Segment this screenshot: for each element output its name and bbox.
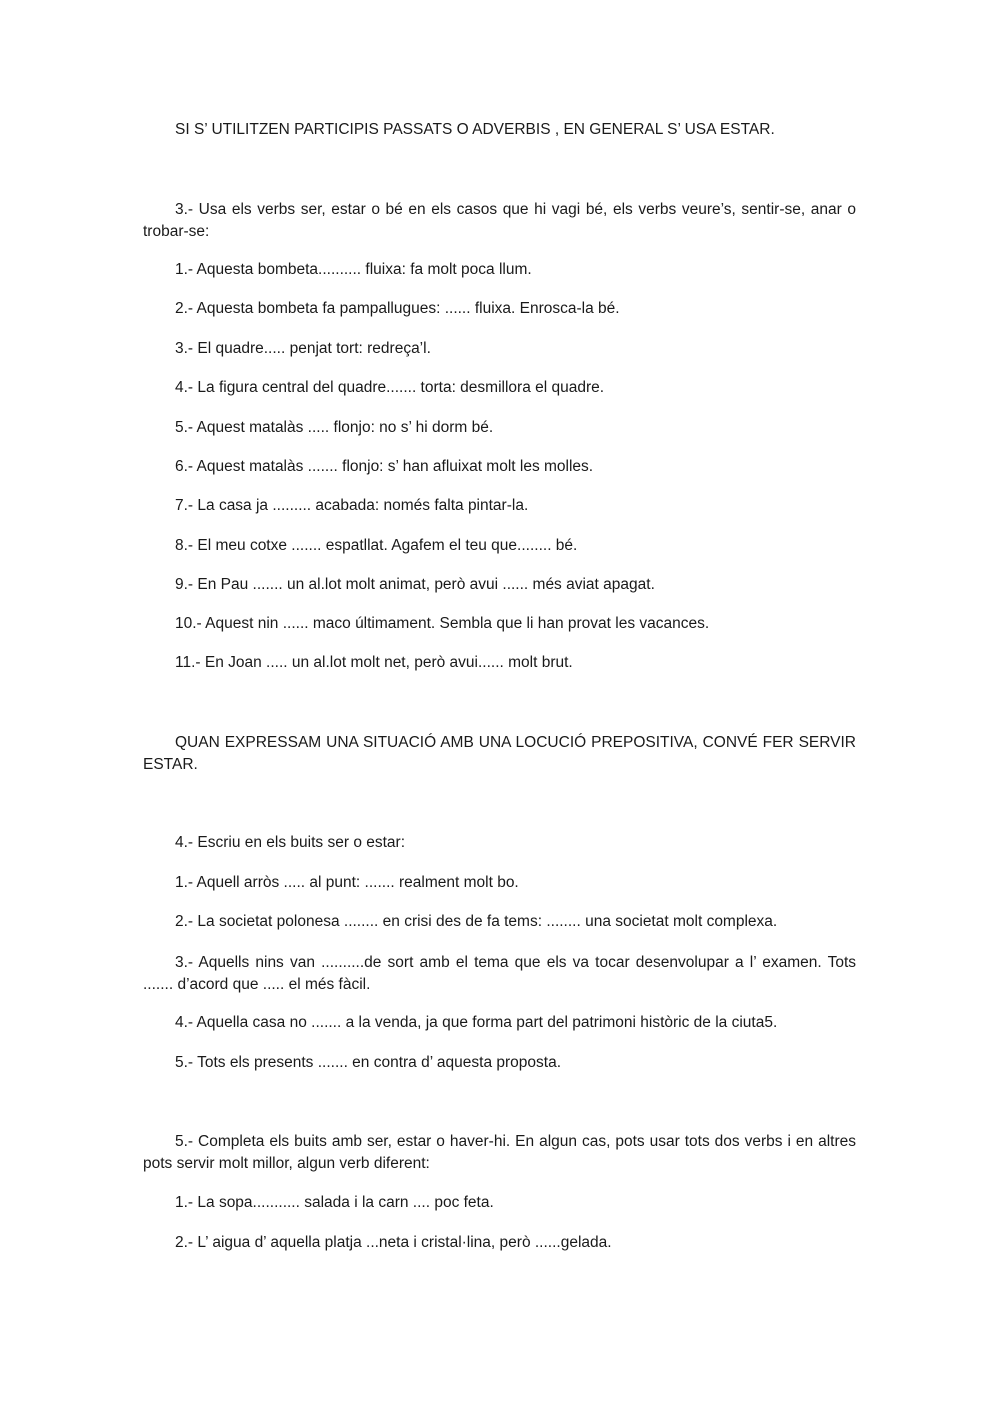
exercise-5-item-2: 2.- L’ aigua d’ aquella platja ...neta i cristal·lina, però ......gelada. bbox=[175, 1234, 612, 1251]
exercise-4-item-5: 5.- Tots els presents ....... en contra d’ aquesta proposta. bbox=[175, 1054, 561, 1071]
rule-participis: SI S’ UTILITZEN PARTICIPIS PASSATS O ADVERBIS , EN GENERAL S’ USA ESTAR. bbox=[175, 121, 775, 138]
exercise-3-item-5: 5.- Aquest matalàs ..... flonjo: no s’ hi dorm bé. bbox=[175, 419, 494, 436]
exercise-3-item-1: 1.- Aquesta bombeta.......... fluixa: fa molt poca llum. bbox=[175, 261, 532, 278]
exercise-3-item-2: 2.- Aquesta bombeta fa pampallugues: ...... fluixa. Enrosca-la bé. bbox=[175, 300, 620, 317]
exercise-4-item-2: 2.- La societat polonesa ........ en crisi des de fa tems: ........ una societat molt complexa. bbox=[175, 913, 778, 930]
exercise-4-item-4: 4.- Aquella casa no ....... a la venda, ja que forma part del patrimoni històric de la ciuta5. bbox=[175, 1014, 778, 1031]
exercise-3-instruction: 3.- Usa els verbs ser, estar o bé en els casos que hi vagi bé, els verbs veure’s, sentir-se, anar o trobar-se: bbox=[143, 201, 856, 240]
exercise-5-instruction: 5.- Completa els buits amb ser, estar o haver-hi. En algun cas, pots usar tots dos verbs i en altres pots servir molt millor, algun verb diferent: bbox=[143, 1133, 856, 1172]
exercise-3-item-10: 10.- Aquest nin ...... maco últimament. Sembla que li han provat les vacances. bbox=[175, 615, 710, 632]
exercise-4-item-3: 3.- Aquells nins van ..........de sort amb el tema que els va tocar desenvolupar a l’ examen. Tots ....... d’acord que ..... el més fàcil. bbox=[143, 954, 856, 993]
exercise-3-item-9: 9.- En Pau ....... un al.lot molt animat, però avui ...... més aviat apagat. bbox=[175, 576, 655, 593]
exercise-3-item-6: 6.- Aquest matalàs ....... flonjo: s’ han afluixat molt les molles. bbox=[175, 458, 594, 475]
rule-locucio-prepositiva: QUAN EXPRESSAM UNA SITUACIÓ AMB UNA LOCUCIÓ PREPOSITIVA, CONVÉ FER SERVIR ESTAR. bbox=[143, 734, 856, 773]
exercise-3-item-11: 11.- En Joan ..... un al.lot molt net, però avui...... molt brut. bbox=[175, 654, 573, 671]
exercise-3-item-8: 8.- El meu cotxe ....... espatllat. Agafem el teu que........ bé. bbox=[175, 537, 578, 554]
exercise-4-item-1: 1.- Aquell arròs ..... al punt: ....... realment molt bo. bbox=[175, 874, 519, 891]
exercise-4-instruction: 4.- Escriu en els buits ser o estar: bbox=[175, 834, 406, 851]
exercise-3-item-4: 4.- La figura central del quadre....... torta: desmillora el quadre. bbox=[175, 379, 605, 396]
exercise-5-item-1: 1.- La sopa........... salada i la carn .... poc feta. bbox=[175, 1194, 494, 1211]
exercise-3-item-7: 7.- La casa ja ......... acabada: només falta pintar-la. bbox=[175, 497, 529, 514]
exercise-3-item-3: 3.- El quadre..... penjat tort: redreça’l. bbox=[175, 340, 431, 357]
